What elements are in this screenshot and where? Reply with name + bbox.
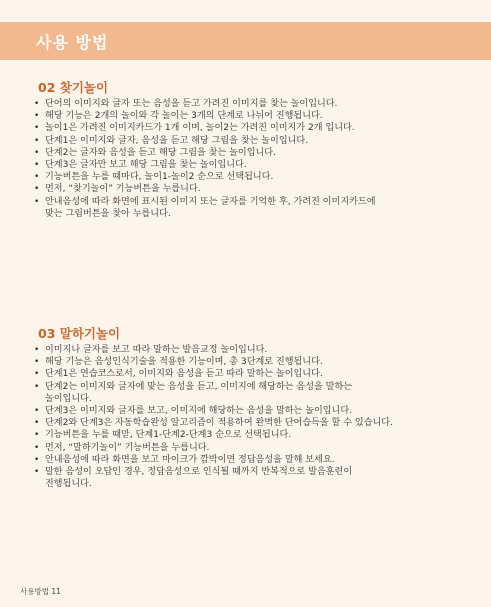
bullet-dot-icon: • (34, 430, 40, 441)
list-item-text: 안내음성에 따라 화면에 표시된 이미지 또는 글자를 기억한 후, 가려진 이미지카드에 맞는 그림버튼을 찾아 누릅니다. (45, 196, 376, 219)
bullet-dot-icon: • (34, 418, 40, 429)
list-item-text: 놀이1은 가려진 이미지카드가 1개 이며, 놀이2는 가려진 이미지가 2개 입니다. (45, 123, 355, 134)
list-item (34, 442, 474, 454)
bullet-dot-icon: • (34, 196, 40, 207)
page-footer: 사용방법 11 (20, 587, 61, 596)
bullet-dot-icon: • (34, 172, 40, 183)
list-item (34, 356, 474, 368)
bullet-dot-icon: • (34, 345, 40, 355)
list-item (34, 405, 474, 417)
list-item (34, 147, 474, 159)
bullet-dot-icon: • (34, 99, 40, 109)
list-item-text: 이미지나 글자를 보고 따라 말하는 발음교정 놀이입니다. (45, 345, 268, 355)
list-item-text: 안내음성에 따라 화면을 보고 마이크가 깜박이면 정답음성을 말해 보세요. (45, 454, 335, 465)
list-item-text: 단계3은 이미지와 글자를 보고, 이미지에 해당하는 음성을 말하는 놀이입니다. (45, 406, 353, 417)
bullet-dot-icon: • (34, 123, 40, 134)
bullet-dot-icon: • (34, 369, 40, 380)
bullet-dot-icon: • (34, 184, 40, 195)
list-item-text: 단어의 이미지와 글자 또는 음성을 듣고 가려진 이미지를 찾는 놀이입니다. (45, 99, 338, 109)
list-item-text: 먼저, “말하기놀이” 기능버튼을 누릅니다. (45, 442, 210, 453)
section-title: 03 말하기놀이 (38, 326, 121, 341)
page-title: 사용 방법 (36, 33, 109, 52)
list-item-text: 말한 음성이 오답인 경우, 정답음성으로 인식될 때까지 반복적으로 발음훈련이 진행됩니다. (45, 467, 353, 490)
bullet-dot-icon: • (34, 454, 40, 465)
list-item (34, 183, 474, 195)
list-item (34, 454, 474, 466)
bullet-dot-icon: • (34, 135, 40, 146)
bullet-dot-icon: • (34, 160, 40, 171)
list-item (34, 429, 474, 441)
list-item-text: 단계2와 단계3은 자동학습완성 알고리즘이 적용하여 완벽한 단어습득을 할 수 있습니다. (45, 418, 393, 429)
list-item (34, 159, 474, 171)
list-item (34, 368, 474, 380)
bullet-dot-icon: • (34, 357, 40, 368)
bullet-dot-icon: • (34, 381, 40, 392)
list-item-text: 먼저, “찾기놀이” 기능버튼을 누릅니다. (45, 184, 201, 195)
list-item-text: 단계2는 이미지와 글자에 맞는 음성을 듣고, 이미지에 해당하는 음성을 말하는 놀이입니다. (45, 381, 353, 404)
list-item-text: 기능버튼을 누를 때마다, 놀이1-놀이2 순으로 선택됩니다. (45, 172, 274, 183)
bullet-dot-icon: • (34, 406, 40, 417)
list-item (34, 344, 474, 356)
list-item (34, 417, 474, 429)
bullet-dot-icon: • (34, 442, 40, 453)
bullet-list (34, 344, 474, 490)
list-item (34, 171, 474, 183)
list-item (34, 466, 474, 490)
section-title: 02 찾기놀이 (38, 80, 109, 95)
list-item (34, 381, 474, 405)
list-item-text: 단계3은 글자만 보고 해당 그림을 찾는 놀이입니다. (45, 160, 247, 171)
bullet-dot-icon: • (34, 147, 40, 158)
list-item (34, 98, 474, 110)
list-item (34, 196, 474, 220)
list-item-text: 해당 기능은 음성인식기술을 적용한 기능이며, 총 3단계로 진행됩니다. (45, 357, 323, 368)
list-item-text: 해당 기능은 2개의 놀이와 각 놀이는 3개의 단계로 나뉘어 진행됩니다. (45, 111, 323, 122)
list-item (34, 110, 474, 122)
list-item (34, 122, 474, 134)
list-item-text: 기능버튼을 누를 때맏, 단계1-단계2-단계3 순으로 선택됩니다. (45, 430, 292, 441)
bullet-list (34, 98, 474, 220)
list-item-text: 단계1은 이미지와 글자, 음성을 듣고 해당 그림을 찾는 놀이입니다. (45, 135, 309, 146)
list-item (34, 135, 474, 147)
list-item-text: 단계1은 연습코스로서, 이미지와 음성을 듣고 따라 말하는 놀이입니다. (45, 369, 323, 380)
bullet-dot-icon: • (34, 467, 40, 478)
bullet-dot-icon: • (34, 111, 40, 122)
list-item-text: 단계2는 글자와 음성을 듣고 해당 그림을 찾는 놀이입니다. (45, 147, 276, 158)
